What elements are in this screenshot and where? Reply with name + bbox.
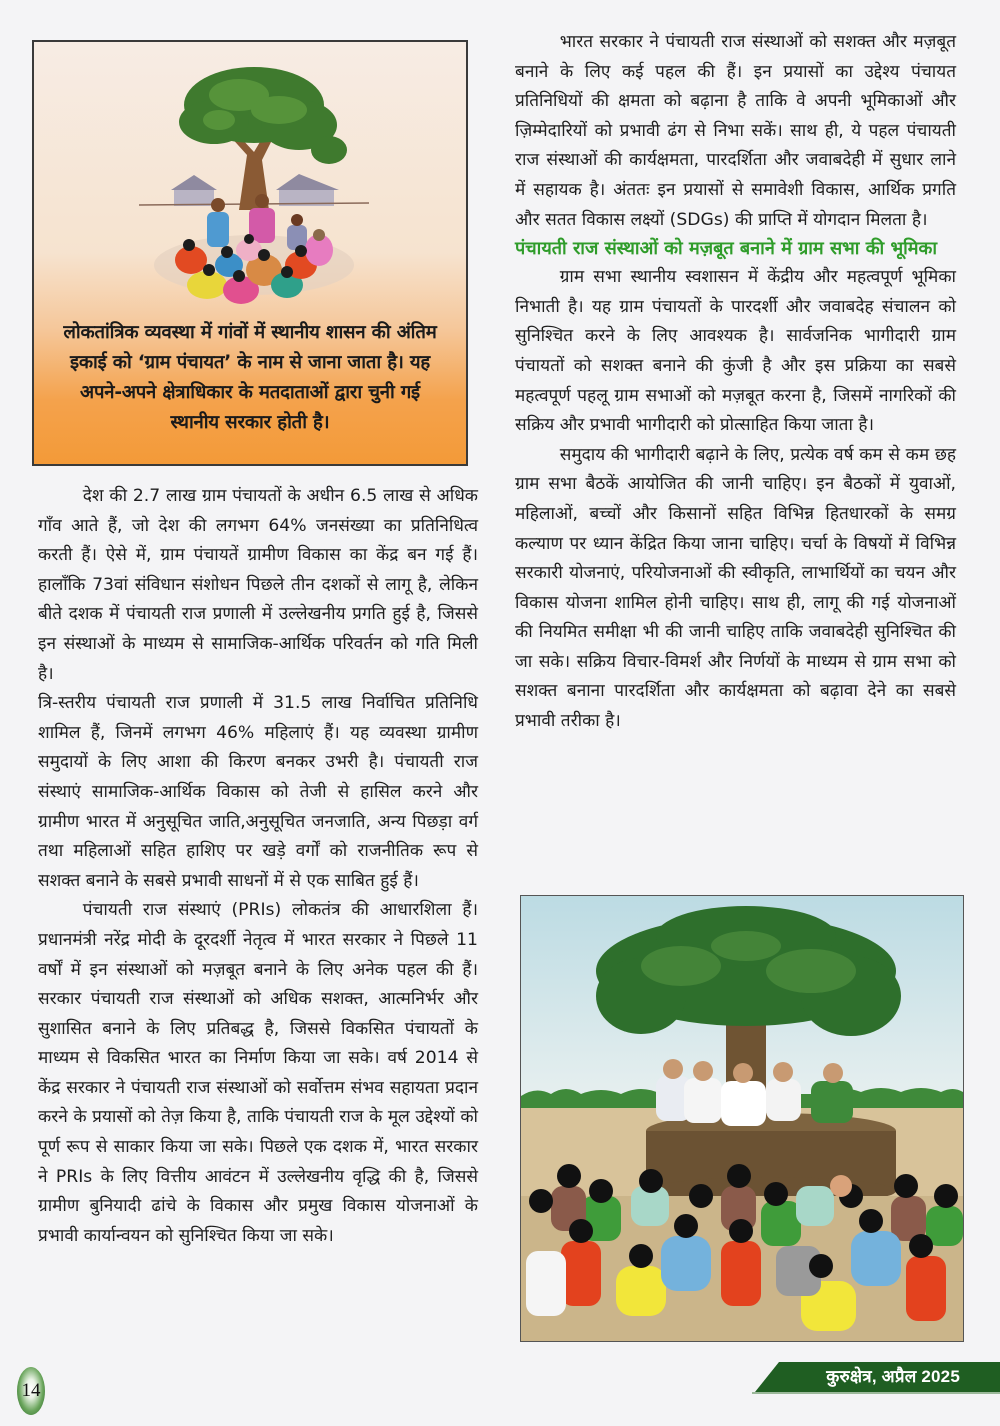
paragraph: त्रि-स्तरीय पंचायती राज प्रणाली में 31.5 लाख निर्वाचित प्रतिनिधि शामिल हैं, जिनमें लगभग 46% महिलाएं हैं। यह व्यवस्था ग्रामीण समुदायों के लिए आशा की किरण बनकर उभरी है। पंचायती राज संस्थाएं सामाजिक-आर्थिक विकास को तेजी से हासिल करने और ग्रामीण भारत में अनुसूचित जाति,अनुसूचित जनजाति, अन्य पिछड़ा वर्ग तथा महिलाओं सहित हाशिए पर खड़े वर्गों को राजनीतिक रूप से सशक्त बनाने के सबसे प्रभावी साधनों में से एक साबित हुई हैं। bbox=[38, 693, 478, 891]
publication-name-date: कुरुक्षेत्र, अप्रैल 2025 bbox=[826, 1367, 960, 1386]
paragraph: पंचायती राज संस्थाएं (PRIs) लोकतंत्र की आधारशिला हैं। प्रधानमंत्री नरेंद्र मोदी के दूरदर्शी नेतृत्व में भारत सरकार ने पिछले 11 वर्षों में इन संस्थाओं को मज़बूत बनाने के लिए अनेक पहल की हैं। सरकार पंचायती राज संस्थाओं को अधिक सशक्त, आत्मनिर्भर और सुशासित बनाने के लिए प्रतिबद्ध है, जिससे विकसित पंचायतों के माध्यम से विकसित भारत का निर्माण किया जा सके। वर्ष 2014 से केंद्र सरकार ने पंचायती राज संस्थाओं को सर्वोत्तम संभव सहायता प्रदान करने के प्रयासों को तेज़ किया है, ताकि पंचायती राज के मूल उद्देश्यों को पूर्ण रूप से साकार किया जा सके। पिछले एक दशक में, भारत सरकार ने PRIs के लिए वित्तीय आवंटन में उल्लेखनीय वृद्धि की है, जिससे ग्रामीण बुनियादी ढांचे के विकास और प्रमुख विकास योजनाओं के प्रभावी कार्यान्वयन को सुनिश्चित किया जा सके। bbox=[38, 900, 478, 1246]
page-number: 14 bbox=[21, 1380, 41, 1401]
paragraph: ग्राम सभा स्थानीय स्वशासन में केंद्रीय और महत्वपूर्ण भूमिका निभाती है। यह ग्राम पंचायतों के पारदर्शी और जवाबदेह संचालन को सुनिश्चित करने के लिए आवश्यक है। सार्वजनिक भागीदारी ग्राम पंचायतों को सशक्त बनाने की कुंजी है और इस प्रक्रिया का सबसे महत्वपूर्ण पहलू ग्राम सभाओं को मज़बूत करना है, जिसमें नागरिकों की सक्रिय और प्रभावी भागीदारी को प्रोत्साहित किया जाता है। bbox=[515, 267, 956, 436]
gram-sabha-scene bbox=[521, 896, 963, 1341]
paragraph: समुदाय की भागीदारी बढ़ाने के लिए, प्रत्येक वर्ष कम से कम छह ग्राम सभा बैठकें आयोजित की जानी चाहिए। इन बैठकों में युवाओं, महिलाओं, बच्चों और किसानों सहित विभिन्न हितधारकों के समग्र कल्याण पर ध्यान केंद्रित किया जाना चाहिए। चर्चा के विषयों में विभिन्न सरकारी योजनाएं, परियोजनाओं की स्वीकृति, लाभार्थियों का चयन और विकास योजना शामिल होनी चाहिए। साथ ही, लागू की गई योजनाओं की नियमित समीक्षा भी की जानी चाहिए ताकि जवाबदेही सुनिश्चित की जा सके। सक्रिय विचार-विमर्श और निर्णयों के माध्यम से ग्राम सभा को सशक्त बनाना पारदर्शिता और कार्यक्षमता को बढ़ावा देने का सबसे प्रभावी तरीका है। bbox=[515, 444, 956, 732]
intro-caption: लोकतांत्रिक व्यवस्था में गांवों में स्थानीय शासन की अंतिम इकाई को ‘ग्राम पंचायत’ के नाम से जाना जाता है। यह अपने-अपने क्षेत्राधिकार के मतदाताओं द्वारा चुनी गई स्थानीय सरकार होती है। bbox=[63, 322, 437, 433]
left-column-text bbox=[38, 482, 478, 1251]
section-subheading: पंचायती राज संस्थाओं को मज़बूत बनाने में ग्राम सभा की भूमिका bbox=[515, 238, 938, 260]
page-number-badge bbox=[17, 1367, 45, 1415]
paragraph: भारत सरकार ने पंचायती राज संस्थाओं को सशक्त और मज़बूत बनाने के लिए कई पहल की हैं। इन प्रयासों का उद्देश्य पंचायत प्रतिनिधियों की क्षमता को बढ़ाना है ताकि वे अपनी भूमिकाओं और ज़िम्मेदारियों को प्रभावी ढंग से निभा सकें। साथ ही, ये पहल पंचायती राज संस्थाओं की कार्यक्षमता, पारदर्शिता और जवाबदेही में सुधार लाने में सहायक है। अंततः इन प्रयासों से समावेशी विकास, आर्थिक प्रगति और सतत विकास लक्ष्यों (SDGs) की प्राप्ति में योगदान मिलता है। bbox=[515, 32, 956, 230]
village-meeting-under-tree-illustration bbox=[129, 60, 379, 310]
right-column-text bbox=[515, 28, 956, 737]
footer-band-underline bbox=[752, 1392, 1000, 1394]
paragraph: देश की 2.7 लाख ग्राम पंचायतों के अधीन 6.5 लाख से अधिक गाँव आते हैं, जो देश की लगभग 64% जनसंख्या का प्रतिनिधित्व करती हैं। ऐसे में, ग्राम पंचायतें ग्रामीण विकास का केंद्र बन गई हैं। हालाँकि 73वां संविधान संशोधन पिछले तीन दशकों से लागू है, लेकिन बीते दशक में पंचायती राज प्रणाली में उल्लेखनीय प्रगति हुई है, जिससे इन संस्थाओं के माध्यम से सामाजिक-आर्थिक परिवर्तन को गति मिली है। bbox=[38, 486, 478, 684]
intro-callout-box bbox=[32, 40, 468, 466]
gram-sabha-illustration bbox=[520, 895, 964, 1342]
